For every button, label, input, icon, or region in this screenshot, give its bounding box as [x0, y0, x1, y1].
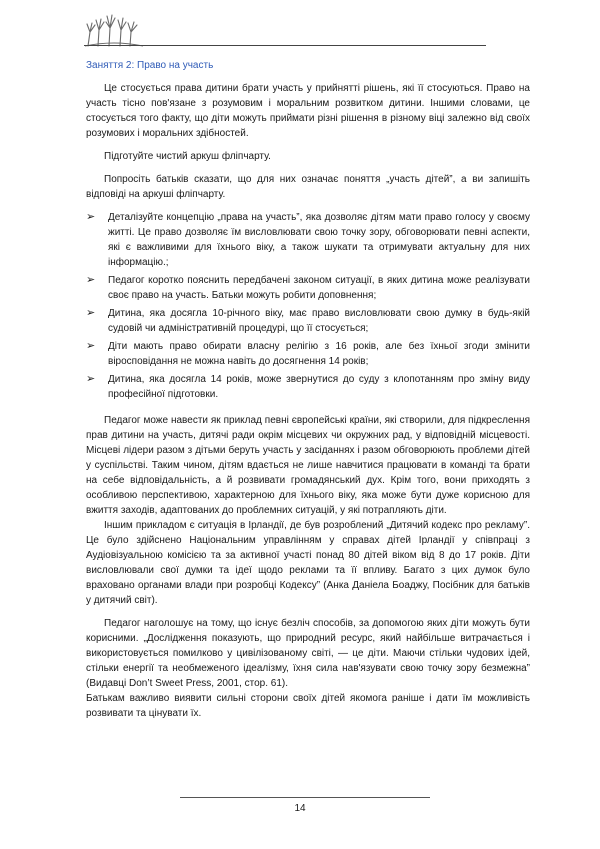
page-title: Заняття 2: Право на участь — [86, 60, 214, 71]
list-item: ➢ Дитина, яка досягла 14 років, може звернутися до суду з клопотанням про зміну виду професійної підготовки. — [86, 373, 530, 400]
raised-hands-logo-icon — [84, 10, 144, 48]
main-content — [86, 58, 530, 721]
list-item: ➢ Діти мають право обирати власну релігію з 16 років, але без їхньої згоди змінити віросповідання не можна навіть до досягнення 14 років; — [86, 340, 530, 367]
footer-rule — [180, 797, 430, 798]
arrow-bullet-icon: ➢ — [86, 211, 96, 223]
bullet-list — [86, 210, 530, 402]
paragraph-2: Підготуйте чистий аркуш фліпчарту. — [104, 151, 271, 162]
paragraph-5: Іншим прикладом є ситуація в Ірландії, де був розроблений „Дитячий кодекс про рекламу”. Це було здійснено Національним управлінням у справах дітей Ірландії у співпраці з Аудіовізуальною комісією та за активної участі понад 80 дітей віком від 8 до 17 років. Діти висловлювали свої думки та ідеї щодо реклами та її впливу. Багато з цих думок було враховано органами влади при розробці Кодексу” (Анка Даніела Боаджу, Посібник для батьків у дитячий світ). — [86, 520, 530, 606]
list-item: ➢ Дитина, яка досягла 10-річного віку, має право висловлювати свою думку в будь-якій судовій чи адміністративній процедурі, що її стосується; — [86, 307, 530, 334]
paragraph-6-tail: Батькам важливо виявити сильні сторони своїх дітей якомога раніше і дати їм можливість розвивати та цінувати їх. — [86, 693, 530, 719]
arrow-bullet-icon: ➢ — [86, 373, 96, 385]
page-number: 14 — [294, 803, 306, 814]
arrow-bullet-icon: ➢ — [86, 274, 96, 286]
header-rule — [84, 45, 486, 46]
list-item: ➢ Педагог коротко пояснить передбачені законом ситуації, в яких дитина може реалізувати своє право на участь. Батьки можуть робити доповнення; — [86, 274, 530, 301]
arrow-bullet-icon: ➢ — [86, 307, 96, 319]
paragraph-6: Педагог наголошує на тому, що існує безліч способів, за допомогою яких діти можуть бути корисними. „Дослідження показують, що природний ресурс, який найбільше витрачається і використовується помилково у цивілізованому світі, — це діти. Маючи стільки чудових ідей, стільки енергії та необмеженого ідеалізму, їхня сила нав'язувати свою точку зору безмежна” (Видавці Don’t Sweet Press, 2001, стор. 61). — [86, 618, 530, 689]
paragraph-3: Попросіть батьків сказати, що для них означає поняття „участь дітей”, а ви запишіть відповіді на аркуші фліпчарту. — [86, 174, 530, 200]
list-item: ➢ Деталізуйте концепцію „права на участь”, яка дозволяє дітям мати право голосу у своєму житті. Це право дозволяє їм висловлювати свою точку зору, обговорювати певні аспекти, які є важливими для їхнього віку, а також шукати та отримувати актуальну для них інформацію.; — [86, 211, 530, 268]
paragraph-4: Педагог може навести як приклад певні європейські країни, які створили, для підкреслення прав дитини на участь, дитячі ради окрім місцевих чи окружних рад, у відповідній місцевості. Місцеві лідери разом з дітьми беруть участь у засіданнях і разом обговорюють проблеми дітей у суспільстві. Таким чином, дітям вдається не лише навчитися працювати в команді та брати на себе відповідальність, а й розвивати громадянський дух. Крім того, вони приходять з особливою перспективою, характерною для їхнього віку, яка може бути дуже корисною для вжиття заходів, адаптованих до проблемних ситуацій, у які потрапляють діти. — [86, 415, 530, 516]
paragraph-1: Це стосується права дитини брати участь у прийнятті рішень, які її стосуються. Право на участь тісно пов'язане з розумовим і моральним розвитком дитини. Іншими словами, це стосується того факту, що діти можуть приймати різні рішення в різному віці залежно від своїх розумових і моральних здібностей. — [86, 83, 530, 139]
arrow-bullet-icon: ➢ — [86, 340, 96, 352]
